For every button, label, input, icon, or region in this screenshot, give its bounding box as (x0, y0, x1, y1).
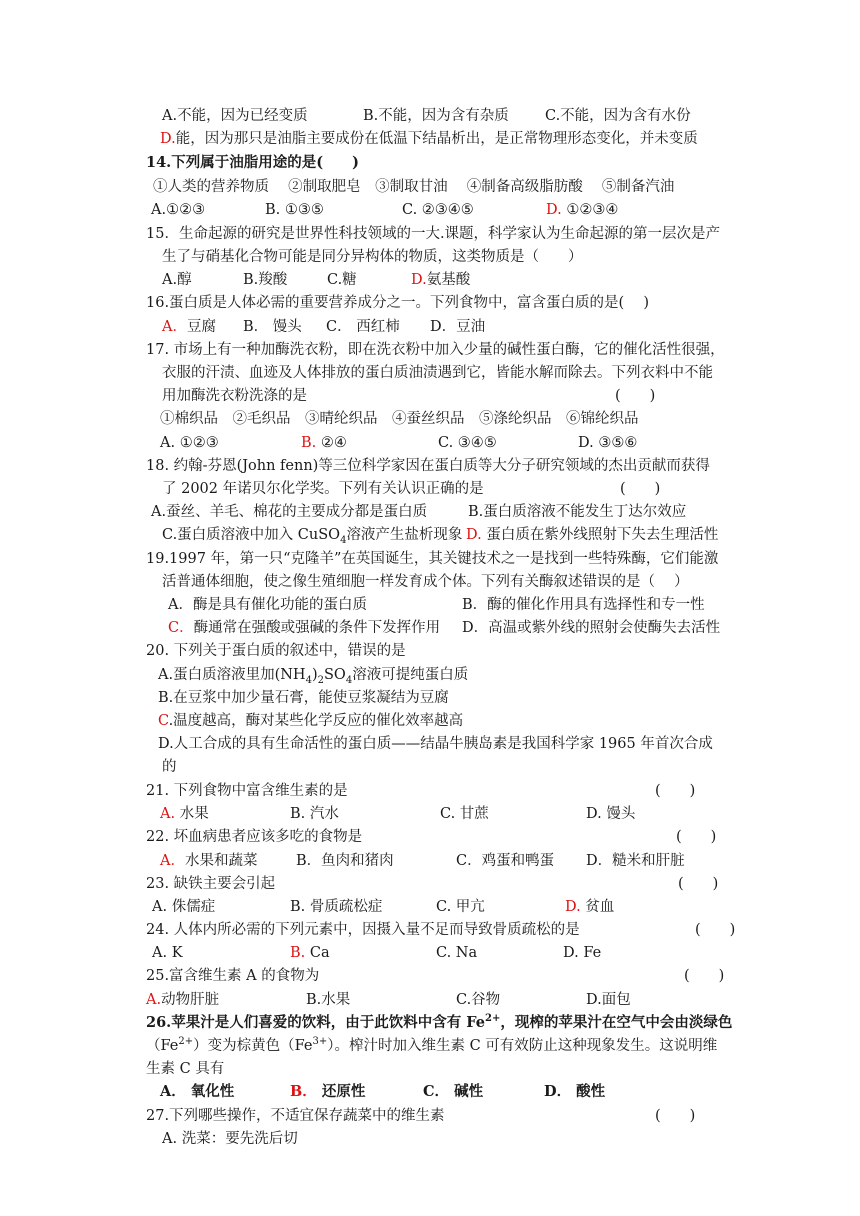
answer-marker: D. (466, 527, 482, 543)
subscript: 4 (305, 674, 312, 686)
q24-option-a: A. K (152, 945, 183, 961)
q17-option-a: A. ①②③ (160, 435, 219, 451)
subscript: 4 (340, 534, 347, 546)
q16-option-a-text: 豆腐 (186, 319, 216, 335)
q26-stem-2 (146, 1036, 717, 1056)
q26-stem-text-3: （Fe (146, 1038, 179, 1054)
q14-option-d (546, 200, 618, 220)
q13-option-d-text: 能，因为那只是油脂主要成份在低温下结晶析出，是正常物理形态变化，并未变质 (175, 131, 698, 147)
q23-option-d-text: 贫血 (585, 899, 615, 915)
subscript: 4 (345, 674, 353, 686)
q18-option-c-text: C.蛋白质溶液中加入 CuSO (162, 527, 341, 543)
q18-option-d (466, 525, 718, 545)
q20-option-d-cont: 的 (162, 759, 177, 775)
q26-stem-1 (146, 1013, 732, 1033)
q21-option-c: C. 甘蔗 (440, 806, 489, 822)
q24-option-c: C. Na (436, 945, 478, 961)
q13-option-d (160, 129, 698, 149)
q21-answer-paren: ( ) (655, 783, 696, 799)
q15-option-b: B.羧酸 (243, 272, 288, 288)
q20-option-a (158, 665, 468, 685)
q14-option-a: A.①②③ (151, 202, 206, 218)
answer-marker: C (158, 713, 169, 729)
q14-stem: 14.下列属于油脂用途的是( ) (146, 154, 359, 171)
q21-stem: 21. 下列食物中富含维生素的是 (146, 783, 348, 799)
q13-option-c: C.不能，因为含有水份 (545, 108, 691, 124)
q24-option-b (290, 943, 330, 963)
q19-option-b: B．酶的催化作用具有选择性和专一性 (462, 597, 705, 613)
q25-option-c: C.谷物 (456, 992, 501, 1008)
q22-option-a-text: 水果和蔬菜 (184, 853, 258, 869)
q25-option-d: D.面包 (586, 992, 631, 1008)
q23-option-a: A. 侏儒症 (152, 899, 216, 915)
q16-stem: 16.蛋白质是人体必需的重要营养成分之一。下列食物中，富含蛋白质的是( ) (146, 295, 649, 311)
q16-option-b: B． 馒头 (243, 319, 302, 335)
answer-marker: B. (301, 435, 317, 451)
answer-marker: D. (565, 899, 581, 915)
q19-option-c (168, 618, 440, 638)
q22-option-a (160, 851, 257, 871)
q23-option-c: C. 甲亢 (436, 899, 485, 915)
q15-option-a: A.醇 (162, 272, 192, 288)
q24-answer-paren: ( ) (695, 922, 736, 938)
q19-option-d: D．高温或紫外线的照射会使酶失去活性 (462, 620, 721, 636)
q20-option-d: D.人工合成的具有生命活性的蛋白质——结晶牛胰岛素是我国科学家 1965 年首次合成 (158, 736, 713, 752)
q17-option-b-text: ②④ (320, 435, 347, 451)
answer-marker: C． (168, 620, 194, 636)
answer-marker: A. (146, 992, 162, 1008)
q13-option-b: B.不能，因为含有杂质 (363, 108, 509, 124)
q15-stem-2: 生了与硝基化合物可能是同分异构体的物质，这类物质是（ ） (162, 249, 583, 265)
q26-option-a: A． 氧化性 (160, 1083, 235, 1100)
q18-option-a: A.蚕丝、羊毛、棉花的主要成分都是蛋白质 (151, 504, 428, 520)
q24-option-b-text: Ca (309, 945, 330, 961)
q18-option-c (162, 525, 462, 545)
q20-option-c-text: .温度越高，酶对某些化学反应的催化效率越高 (168, 713, 464, 729)
q25-answer-paren: ( ) (684, 968, 725, 984)
q17-stem-1: 17. 市场上有一种加酶洗衣粉，即在洗衣粉中加入少量的碱性蛋白酶，它的催化活性很强， (146, 342, 725, 358)
q17-stem-3: 用加酶洗衣粉洗涤的是 (162, 388, 307, 404)
q23-option-d (565, 897, 614, 917)
q27-stem: 27.下列哪些操作，不适宜保存蔬菜中的维生素 (146, 1108, 445, 1124)
q19-option-c-text: 酶通常在强酸或强碱的条件下发挥作用 (193, 620, 441, 636)
q17-answer-paren: ( ) (615, 388, 656, 404)
answer-marker: A． (162, 319, 187, 335)
superscript: 2+ (485, 1013, 501, 1025)
q26-stem-text-5: ）。榨汁时加入维生素 C 可有效防止这种现象发生。这说明维 (327, 1038, 718, 1054)
q26-stem-text-4: ）变为棕黄色（Fe (193, 1038, 313, 1054)
q22-stem: 22. 坏血病患者应该多吃的食物是 (146, 829, 363, 845)
q17-option-d: D. ③⑤⑥ (578, 435, 638, 451)
answer-marker: B. (290, 945, 306, 961)
q21-option-d: D. 馒头 (586, 806, 636, 822)
answer-marker: D. (546, 202, 562, 218)
q23-option-b: B. 骨质疏松症 (290, 899, 383, 915)
q15-stem-1: 15．生命起源的研究是世界性科技领域的一大.课题，科学家认为生命起源的第一层次是产 (146, 226, 721, 242)
q19-stem-1: 19.1997 年，第一只“克隆羊”在英国诞生，其关键技术之一是找到一些特殊酶，它们能激 (146, 551, 719, 567)
q18-stem-2: 了 2002 年诺贝尔化学奖。下列有关认识正确的是 (162, 481, 484, 497)
q20-option-c (158, 711, 463, 731)
q16-option-a (162, 317, 216, 337)
q24-stem: 24. 人体内所必需的下列元素中，因摄入量不足而导致骨质疏松的是 (146, 922, 580, 938)
q15-option-c: C.糖 (327, 272, 357, 288)
q15-option-d (411, 270, 470, 290)
answer-marker: A． (160, 853, 185, 869)
q18-option-c-text-2: 溶液产生盐析现象 (346, 527, 463, 543)
q14-option-c: C. ②③④⑤ (402, 202, 474, 218)
q19-option-a: A．酶是具有催化功能的蛋白质 (168, 597, 367, 613)
superscript: 3+ (312, 1036, 328, 1048)
answer-marker: B． (290, 1083, 317, 1100)
q26-stem-text: 26.苹果汁是人们喜爱的饮料，由于此饮料中含有 Fe (146, 1014, 485, 1031)
q15-option-d-text: 氨基酸 (426, 272, 471, 288)
q26-stem-3: 生素 C 具有 (146, 1061, 225, 1077)
q23-stem: 23. 缺铁主要会引起 (146, 876, 276, 892)
q27-answer-paren: ( ) (655, 1108, 696, 1124)
q26-option-b (290, 1082, 365, 1102)
q20-stem: 20. 下列关于蛋白质的叙述中，错误的是 (146, 643, 406, 659)
q22-answer-paren: ( ) (676, 829, 717, 845)
answer-marker: D. (160, 131, 176, 147)
q26-option-c: C． 碱性 (423, 1083, 484, 1100)
q18-option-d-text: 蛋白质在紫外线照射下失去生理活性 (486, 527, 719, 543)
q18-option-b: B.蛋白质溶液不能发生丁达尔效应 (468, 504, 687, 520)
q17-stem-2: 衣服的汗渍、血迹及人体排放的蛋白质油渍遇到它，皆能水解而除去。下列衣料中不能 (162, 365, 713, 381)
q27-option-a: A. 洗菜：要先洗后切 (162, 1131, 298, 1147)
q25-option-a (146, 990, 219, 1010)
answer-marker: A. (160, 806, 176, 822)
q20-option-a-text-2: ) (311, 667, 318, 683)
q24-option-d: D. Fe (563, 945, 602, 961)
q16-option-d: D．豆油 (430, 319, 486, 335)
q14-option-b: B. ①③⑤ (265, 202, 324, 218)
q21-option-b: B. 汽水 (290, 806, 339, 822)
q20-option-a-text-4: 溶液可提纯蛋白质 (352, 667, 469, 683)
q25-stem: 25.富含维生素 A 的食物为 (146, 968, 320, 984)
q26-stem-text-2: ，现榨的苹果汁在空气中会由淡绿色 (500, 1014, 733, 1031)
q22-option-b: B．鱼肉和猪肉 (296, 853, 394, 869)
q25-option-a-text: 动物肝脏 (161, 992, 220, 1008)
q17-option-c: C. ③④⑤ (438, 435, 497, 451)
q18-stem-1: 18. 约翰-芬恩(John fenn)等三位科学家因在蛋白质等大分子研究领域的杰出贡献而获得 (146, 458, 710, 474)
answer-marker: D. (411, 272, 427, 288)
q21-option-a (160, 804, 209, 824)
q13-option-a: A.不能，因为已经变质 (162, 108, 308, 124)
q22-option-d: D．糙米和肝脏 (586, 853, 685, 869)
q26-option-d: D． 酸性 (544, 1083, 606, 1100)
q19-stem-2: 活普通体细胞，使之像生殖细胞一样发育成个体。下列有关酶叙述错误的是（ ） (162, 574, 689, 590)
q14-option-d-text: ①②③④ (566, 202, 619, 218)
q20-option-a-text: A.蛋白质溶液里加(NH (158, 667, 306, 683)
q20-option-a-text-3: SO (324, 667, 346, 683)
q20-option-b: B.在豆浆中加少量石膏，能使豆浆凝结为豆腐 (158, 690, 449, 706)
q17-items: ①棉织品 ②毛织品 ③晴纶织品 ④蚕丝织品 ⑤涤纶织品 ⑥锦纶织品 (160, 411, 639, 427)
q14-items: ①人类的营养物质 ②制取肥皂 ③制取甘油 ④制备高级脂肪酸 ⑤制备汽油 (153, 179, 675, 195)
q25-option-b: B.水果 (306, 992, 351, 1008)
q22-option-c: C．鸡蛋和鸭蛋 (456, 853, 555, 869)
superscript: 2+ (178, 1036, 194, 1048)
q18-answer-paren: ( ) (620, 481, 661, 497)
q21-option-a-text: 水果 (179, 806, 209, 822)
q17-option-b (301, 433, 347, 453)
q26-option-b-text: 还原性 (321, 1083, 366, 1100)
q23-answer-paren: ( ) (678, 876, 719, 892)
subscript: 2 (317, 674, 324, 686)
q16-option-c: C． 西红柿 (326, 319, 400, 335)
